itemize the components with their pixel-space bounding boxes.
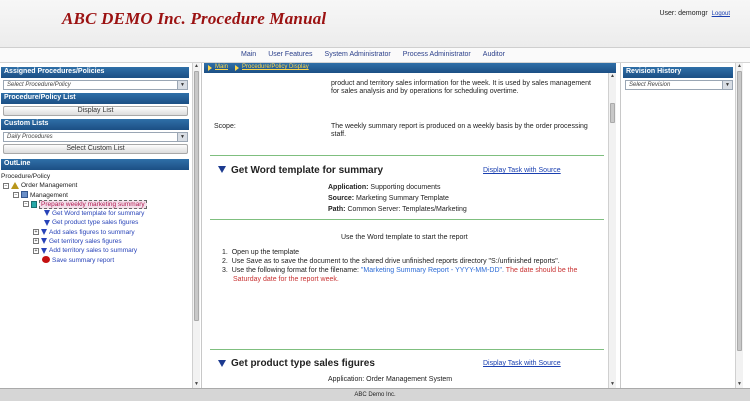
nav-process-administrator[interactable]: Process Administrator [402,51,471,58]
tree-task[interactable]: Save summary report [1,256,201,265]
display-task-with-source-link[interactable]: Display Task with Source [483,167,561,174]
scope-label: Scope: [214,123,236,130]
scroll-thumb[interactable] [737,71,742,351]
nav-main[interactable]: Main [241,51,257,58]
revision-select[interactable] [625,80,733,90]
scroll-down-icon[interactable]: ▼ [737,381,742,387]
scope-text: The weekly summary report is produced on a weekly basis by the order processing [331,123,588,130]
tree-node-order-management[interactable]: − Order Management [4,182,78,190]
assigned-procedures-title: Assigned Procedures/Policies [1,67,189,78]
scroll-thumb[interactable] [194,71,199,321]
path-field: Path: Common Server: Templates/Marketing [328,206,467,213]
scope-text: staff. [331,131,347,138]
tree-task[interactable]: + Add territory sales to summary [34,247,138,255]
procedure-display [204,63,616,388]
step-item: 3. Use the following format for the filename: "Marketing Summary Report - YYYY-MM-DD". The date should be the [222,267,578,274]
chevron-down-icon[interactable]: ▼ [177,133,187,141]
tree-task[interactable]: Get Word template for summary [1,209,201,218]
arrow-right-icon [208,65,212,71]
nav-user-features[interactable]: User Features [268,51,313,58]
custom-list-select[interactable] [3,132,188,142]
tree-node-root[interactable]: Procedure/Policy [1,173,51,180]
scroll-thumb[interactable] [610,103,615,123]
left-scrollbar[interactable] [192,63,200,388]
task-title: Get Word template for summary [231,165,384,176]
outline-title: OutLine [1,159,189,170]
task-title: Get product type sales figures [231,358,375,369]
document-content [204,73,608,388]
outline-tree [0,170,201,265]
chevron-down-icon[interactable] [218,360,226,368]
revision-history-title: Revision History [623,67,733,78]
step-item: 1. Open up the template [222,249,300,256]
breadcrumb [204,63,616,73]
task-arrow-icon [41,229,47,235]
brand-title: ABC DEMO Inc. Procedure Manual [62,9,327,28]
stop-icon [42,256,50,263]
divider [210,349,604,350]
chevron-down-icon[interactable]: ▼ [722,81,732,89]
tree-task[interactable]: Get product type sales figures [1,218,201,227]
user-label: User: demomgr [659,10,708,17]
procedure-select-value: Select Procedure/Policy [7,82,71,88]
scroll-down-icon[interactable]: ▼ [194,381,199,387]
task-arrow-icon [44,210,50,216]
center-scrollbar[interactable] [608,73,616,388]
nav-system-administrator[interactable]: System Administrator [324,51,391,58]
collapse-icon[interactable]: − [24,201,28,208]
scroll-up-icon[interactable]: ▲ [610,73,615,79]
user-info [659,10,730,17]
step-item: 2. Use Save as to save the document to the shared drive unfinished reports directory "S:/unfinished reports". [222,258,560,265]
expand-icon[interactable]: + [34,229,38,236]
tree-task[interactable]: + Get territory sales figures [34,238,122,246]
custom-lists-title: Custom Lists [1,119,189,130]
step-item-continuation: Saturday date for the report week. [233,276,339,283]
breadcrumb-procedure-display[interactable]: Procedure/Policy Display [242,64,309,70]
document-icon [31,201,37,208]
application-field: Application: Supporting documents [328,184,441,191]
intro-text: for sales analysis and by operations for scheduling overtime. [331,88,519,95]
select-custom-list-button[interactable]: Select Custom List [3,144,188,154]
task-arrow-icon [41,238,47,244]
expand-icon[interactable]: + [34,238,38,245]
tree-task[interactable]: + Add sales figures to summary [34,228,135,236]
display-list-button[interactable]: Display List [3,106,188,116]
left-panel [0,63,202,388]
tree-node-selected-procedure[interactable] [1,200,201,209]
revision-select-value: Select Revision [629,82,671,88]
app-header [0,0,750,48]
nav-auditor[interactable]: Auditor [482,51,505,58]
procedure-list-title: Procedure/Policy List [1,93,189,104]
breadcrumb-main[interactable]: Main [215,64,229,70]
tree-node-management[interactable]: − Management [14,191,68,199]
scroll-up-icon[interactable]: ▲ [194,63,199,69]
scroll-down-icon[interactable]: ▼ [610,381,615,387]
collapse-icon[interactable]: − [4,182,8,189]
procedure-select[interactable] [3,80,188,90]
chevron-down-icon[interactable]: ▼ [177,81,187,89]
divider [210,155,604,156]
intro-text: product and territory sales information for the week. It is used by sales management [331,80,591,87]
scroll-up-icon[interactable]: ▲ [737,63,742,69]
selected-procedure-label: Prepare weekly marketing summary [41,200,145,208]
logout-link[interactable]: Logout [711,11,730,17]
collapse-icon[interactable]: − [14,191,18,198]
display-task-with-source-link[interactable]: Display Task with Source [483,360,561,367]
task-arrow-icon [44,220,50,226]
right-panel [620,63,742,388]
procedure-icon [11,182,19,189]
source-field: Source: Marketing Summary Template [328,195,449,202]
folder-icon [21,191,28,198]
task-instruction: Use the Word template to start the report [341,234,468,241]
divider [210,219,604,220]
top-nav [0,48,750,63]
footer: ABC Demo Inc. [0,388,750,401]
chevron-down-icon[interactable] [218,166,226,174]
application-field: Application: Order Management System [328,376,453,383]
task-arrow-icon [41,248,47,254]
arrow-right-icon [235,65,239,71]
custom-list-select-value: Daily Procedures [7,134,53,140]
right-scrollbar[interactable] [735,63,743,388]
expand-icon[interactable]: + [34,247,38,254]
